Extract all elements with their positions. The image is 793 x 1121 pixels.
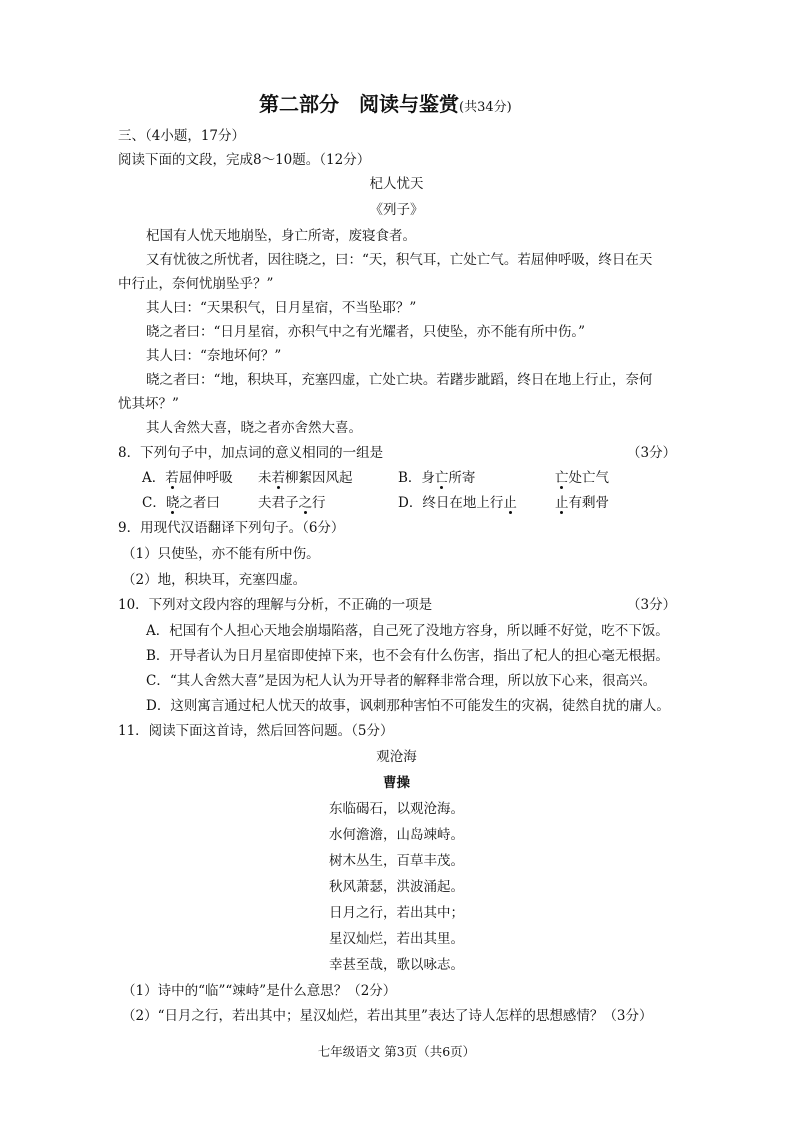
section-title: [259, 94, 512, 118]
passage-paragraph: 其人曰：“天果积气，日月星宿，不当坠耶？”: [146, 300, 417, 316]
q8-option-b-pair: 亡处亡气: [555, 470, 609, 486]
passage-paragraph: 其人曰：“奈地坏何？”: [146, 348, 282, 364]
question-10-stem: 10．下列对文段内容的理解与分析，不正确的一项是: [118, 597, 433, 613]
q10-option-b: B．开导者认为日月星宿即使掉下来，也不会有什么伤害，指出了杞人的担心毫无根据。: [146, 648, 669, 664]
question-9-stem: 9．用现代汉语翻译下列句子。（6分）: [118, 520, 345, 536]
q8-option-b: B．身亡所寄: [398, 470, 476, 486]
part-instruction: 阅读下面的文段，完成8～10题。（12分）: [118, 152, 371, 168]
poem-line: 秋风萧瑟，洪波涌起。: [329, 879, 464, 895]
question-9-sub-2: （2）地，积块耳，充塞四虚。: [122, 572, 307, 588]
question-8-score: （3分）: [627, 445, 677, 461]
question-11-sub-2: （2）“日月之行，若出其中；星汉灿烂，若出其里”表达了诗人怎样的思想感情？（3分）: [122, 1008, 653, 1024]
q10-option-d: D．这则寓言通过杞人忧天的故事，讽刺那种害怕不可能发生的灾祸，徒然自扰的庸人。: [146, 698, 670, 714]
q8-option-a-pair: 未若柳絮因风起: [258, 470, 353, 486]
q8-option-d-pair: 止有剩骨: [555, 495, 609, 511]
passage-paragraph: 忧其坏？”: [118, 396, 179, 412]
poem-line: 树木丛生，百草丰茂。: [329, 853, 464, 869]
passage-paragraph: 晓之者曰：“地，积块耳，充塞四虚，亡处亡块。若躇步跐蹈，终日在地上行止，奈何: [146, 372, 653, 388]
q8-option-d: D．终日在地上行止: [398, 495, 517, 511]
passage-title: 杞人忧天: [369, 176, 424, 192]
q8-option-a: A．若屈伸呼吸: [142, 470, 233, 486]
poem-author: 曹操: [383, 775, 410, 791]
page-footer: 七年级语文 第3页（共6页）: [317, 1044, 476, 1059]
q8-option-c: C．晓之者曰: [142, 495, 220, 511]
poem-line: 星汉灿烂，若出其里。: [329, 931, 464, 947]
question-9-sub-1: （1）只使坠，亦不能有所中伤。: [122, 546, 320, 562]
poem-title: 观沧海: [376, 749, 417, 765]
poem-line: 幸甚至哉，歌以咏志。: [329, 957, 464, 973]
passage-paragraph: 又有忧彼之所忧者，因往晓之，曰：“天，积气耳，亡处亡气。若屈伸呼吸，终日在天: [146, 252, 653, 268]
question-8-stem: 8．下列句子中，加点词的意义相同的一组是: [118, 445, 384, 461]
passage-paragraph: 杞国有人忧天地崩坠，身亡所寄，废寝食者。: [146, 228, 416, 244]
q10-option-a: A．杞国有个人担心天地会崩塌陷落，自己死了没地方容身，所以睡不好觉，吃不下饭。: [146, 623, 669, 639]
part-header: 三、（4小题，17分）: [118, 128, 246, 144]
poem-line: 东临碣石，以观沧海。: [329, 801, 464, 817]
q8-option-c-pair: 夫君子之行: [258, 495, 326, 511]
section-title-score: (共34分): [459, 100, 512, 115]
passage-paragraph: 晓之者曰：“日月星宿，亦积气中之有光耀者，只使坠，亦不能有所中伤。”: [146, 324, 586, 340]
question-11-sub-1: （1）诗中的“临”“竦峙”是什么意思？（2分）: [122, 983, 397, 999]
passage-paragraph: 其人舍然大喜，晓之者亦舍然大喜。: [146, 420, 362, 436]
section-title-main: 第二部分 阅读与鉴赏: [259, 92, 459, 116]
poem-line: 日月之行，若出其中；: [329, 905, 464, 921]
question-11-stem: 11．阅读下面这首诗，然后回答问题。（5分）: [118, 723, 394, 739]
q10-option-c: C．“其人舍然大喜”是因为杞人认为开导者的解释非常合理，所以放下心来，很高兴。: [146, 673, 657, 689]
poem-line: 水何澹澹，山岛竦峙。: [329, 827, 464, 843]
question-10-score: （3分）: [627, 597, 677, 613]
passage-paragraph: 中行止，奈何忧崩坠乎？”: [118, 276, 274, 292]
passage-source: 《列子》: [369, 202, 424, 218]
